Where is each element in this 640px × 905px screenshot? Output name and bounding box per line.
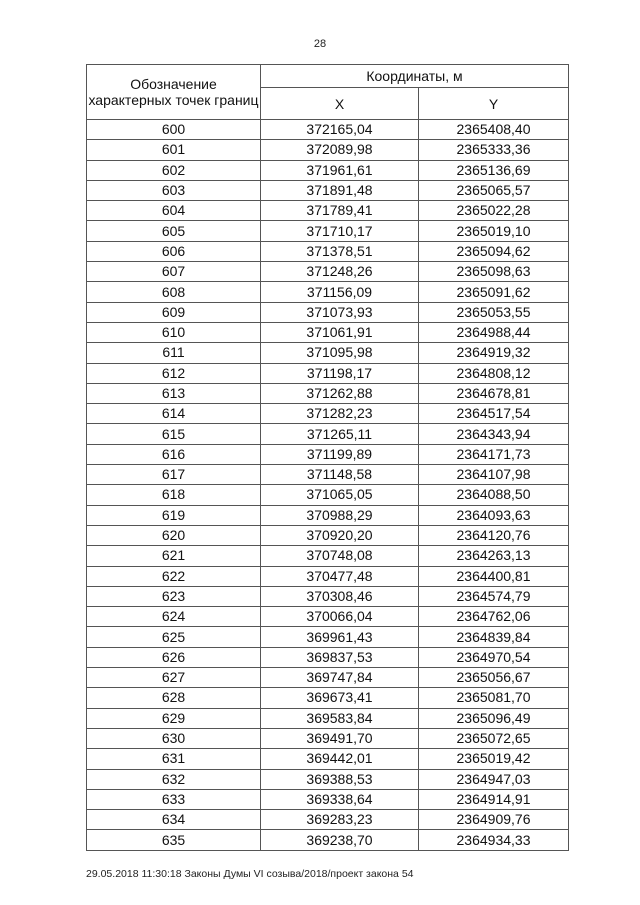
x-cell: 371265,11 [261, 424, 419, 444]
y-cell: 2364914,91 [419, 789, 569, 809]
point-cell: 612 [87, 363, 261, 383]
x-cell: 371789,41 [261, 201, 419, 221]
x-cell: 369837,53 [261, 647, 419, 667]
footer-stamp: 29.05.2018 11:30:18 Законы Думы VI созыва/2018/проект закона 54 [86, 868, 414, 880]
table-row [87, 647, 569, 667]
x-cell: 369238,70 [261, 830, 419, 850]
y-cell: 2365094,62 [419, 241, 569, 261]
y-cell: 2364947,03 [419, 769, 569, 789]
table-row [87, 120, 569, 140]
table-row [87, 586, 569, 606]
x-cell: 370308,46 [261, 586, 419, 606]
y-cell: 2364970,54 [419, 647, 569, 667]
table-row [87, 607, 569, 627]
y-cell: 2364107,98 [419, 465, 569, 485]
x-cell: 371065,05 [261, 485, 419, 505]
point-cell: 630 [87, 728, 261, 748]
page-number: 28 [313, 38, 327, 50]
x-cell: 372165,04 [261, 120, 419, 140]
y-cell: 2365053,55 [419, 302, 569, 322]
y-cell: 2364909,76 [419, 810, 569, 830]
point-cell: 611 [87, 343, 261, 363]
point-cell: 628 [87, 688, 261, 708]
point-cell: 613 [87, 383, 261, 403]
point-cell: 627 [87, 668, 261, 688]
point-cell: 609 [87, 302, 261, 322]
y-cell: 2365333,36 [419, 140, 569, 160]
point-cell: 605 [87, 221, 261, 241]
header-coordinates: Координаты, м [261, 65, 569, 88]
point-cell: 600 [87, 120, 261, 140]
table-row [87, 201, 569, 221]
point-cell: 625 [87, 627, 261, 647]
y-cell: 2364919,32 [419, 343, 569, 363]
y-cell: 2365019,42 [419, 749, 569, 769]
x-cell: 369583,84 [261, 708, 419, 728]
point-cell: 617 [87, 465, 261, 485]
x-cell: 369673,41 [261, 688, 419, 708]
point-cell: 616 [87, 444, 261, 464]
x-cell: 371262,88 [261, 383, 419, 403]
table-row [87, 566, 569, 586]
y-cell: 2364400,81 [419, 566, 569, 586]
x-cell: 371073,93 [261, 302, 419, 322]
x-cell: 369283,23 [261, 810, 419, 830]
point-cell: 618 [87, 485, 261, 505]
header-y: Y [419, 88, 569, 120]
x-cell: 370066,04 [261, 607, 419, 627]
x-cell: 371061,91 [261, 322, 419, 342]
point-cell: 621 [87, 546, 261, 566]
x-cell: 370748,08 [261, 546, 419, 566]
x-cell: 370477,48 [261, 566, 419, 586]
table-row [87, 140, 569, 160]
table-row [87, 465, 569, 485]
table-row [87, 789, 569, 809]
table-row [87, 830, 569, 850]
header-x: X [261, 88, 419, 120]
point-cell: 629 [87, 708, 261, 728]
point-cell: 606 [87, 241, 261, 261]
table-body [87, 120, 569, 851]
table-row [87, 749, 569, 769]
table-row [87, 668, 569, 688]
y-cell: 2364934,33 [419, 830, 569, 850]
table-row [87, 810, 569, 830]
x-cell: 371891,48 [261, 180, 419, 200]
y-cell: 2365096,49 [419, 708, 569, 728]
y-cell: 2364574,79 [419, 586, 569, 606]
y-cell: 2364120,76 [419, 525, 569, 545]
y-cell: 2365091,62 [419, 282, 569, 302]
x-cell: 371148,58 [261, 465, 419, 485]
x-cell: 369442,01 [261, 749, 419, 769]
point-cell: 619 [87, 505, 261, 525]
x-cell: 371378,51 [261, 241, 419, 261]
point-cell: 631 [87, 749, 261, 769]
table-row [87, 444, 569, 464]
table-row [87, 282, 569, 302]
table-row [87, 708, 569, 728]
table-row [87, 262, 569, 282]
table-row [87, 180, 569, 200]
table-row [87, 688, 569, 708]
table-row [87, 728, 569, 748]
table-row [87, 221, 569, 241]
y-cell: 2364088,50 [419, 485, 569, 505]
x-cell: 371248,26 [261, 262, 419, 282]
y-cell: 2364808,12 [419, 363, 569, 383]
x-cell: 369338,64 [261, 789, 419, 809]
table-row [87, 627, 569, 647]
x-cell: 370988,29 [261, 505, 419, 525]
y-cell: 2365408,40 [419, 120, 569, 140]
point-cell: 634 [87, 810, 261, 830]
y-cell: 2364263,13 [419, 546, 569, 566]
x-cell: 371198,17 [261, 363, 419, 383]
x-cell: 371199,89 [261, 444, 419, 464]
table-row [87, 241, 569, 261]
table-row [87, 322, 569, 342]
point-cell: 601 [87, 140, 261, 160]
point-cell: 623 [87, 586, 261, 606]
point-cell: 633 [87, 789, 261, 809]
y-cell: 2364517,54 [419, 404, 569, 424]
y-cell: 2365081,70 [419, 688, 569, 708]
point-cell: 604 [87, 201, 261, 221]
table-row [87, 343, 569, 363]
x-cell: 371095,98 [261, 343, 419, 363]
y-cell: 2364839,84 [419, 627, 569, 647]
y-cell: 2365065,57 [419, 180, 569, 200]
table-row [87, 485, 569, 505]
table-row [87, 525, 569, 545]
point-cell: 608 [87, 282, 261, 302]
x-cell: 369961,43 [261, 627, 419, 647]
y-cell: 2364171,73 [419, 444, 569, 464]
x-cell: 370920,20 [261, 525, 419, 545]
y-cell: 2364678,81 [419, 383, 569, 403]
point-cell: 624 [87, 607, 261, 627]
table-row [87, 769, 569, 789]
y-cell: 2365072,65 [419, 728, 569, 748]
y-cell: 2365022,28 [419, 201, 569, 221]
point-cell: 622 [87, 566, 261, 586]
table-row [87, 505, 569, 525]
table-row [87, 160, 569, 180]
y-cell: 2364988,44 [419, 322, 569, 342]
point-cell: 607 [87, 262, 261, 282]
y-cell: 2365098,63 [419, 262, 569, 282]
point-cell: 614 [87, 404, 261, 424]
point-cell: 635 [87, 830, 261, 850]
point-cell: 610 [87, 322, 261, 342]
y-cell: 2365019,10 [419, 221, 569, 241]
table-row [87, 363, 569, 383]
x-cell: 371282,23 [261, 404, 419, 424]
x-cell: 371156,09 [261, 282, 419, 302]
table-row [87, 546, 569, 566]
x-cell: 369491,70 [261, 728, 419, 748]
y-cell: 2364093,63 [419, 505, 569, 525]
y-cell: 2365056,67 [419, 668, 569, 688]
table-row [87, 424, 569, 444]
y-cell: 2364343,94 [419, 424, 569, 444]
y-cell: 2365136,69 [419, 160, 569, 180]
x-cell: 371710,17 [261, 221, 419, 241]
x-cell: 371961,61 [261, 160, 419, 180]
point-cell: 626 [87, 647, 261, 667]
point-cell: 603 [87, 180, 261, 200]
header-point-designation: Обозначение характерных точек границ [87, 65, 261, 120]
x-cell: 369747,84 [261, 668, 419, 688]
table-header [87, 65, 569, 120]
coordinates-table [86, 64, 569, 851]
table-row [87, 302, 569, 322]
table-row [87, 404, 569, 424]
y-cell: 2364762,06 [419, 607, 569, 627]
point-cell: 632 [87, 769, 261, 789]
table-row [87, 383, 569, 403]
point-cell: 615 [87, 424, 261, 444]
point-cell: 602 [87, 160, 261, 180]
x-cell: 369388,53 [261, 769, 419, 789]
x-cell: 372089,98 [261, 140, 419, 160]
point-cell: 620 [87, 525, 261, 545]
